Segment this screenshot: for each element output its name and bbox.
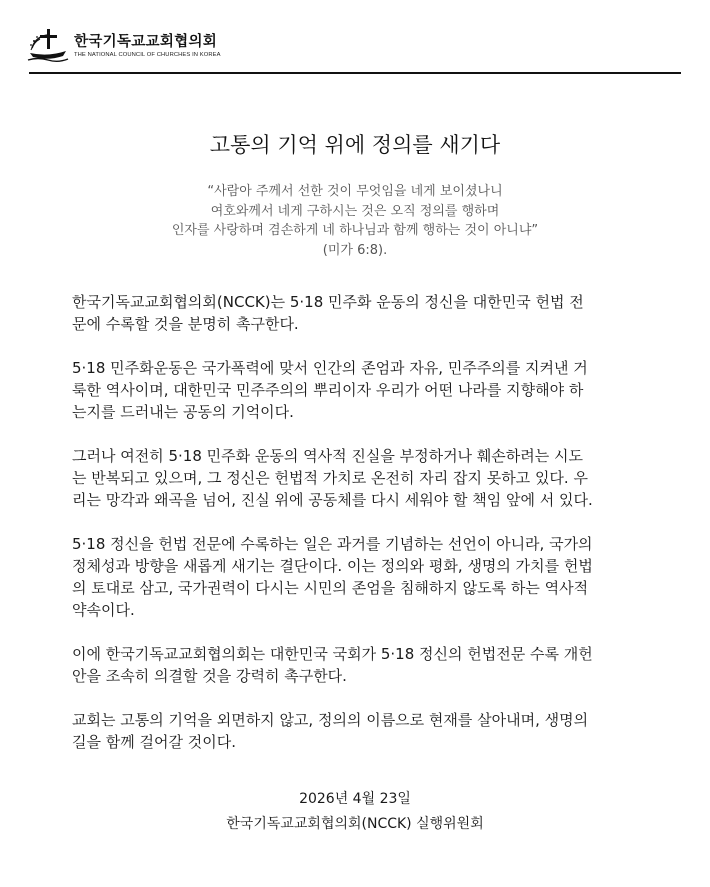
quote-line: “사람아 주께서 선한 것이 무엇임을 네게 보이셨나니 [207,184,503,199]
paragraph-line: 리는 망각과 왜곡을 넘어, 진실 위에 공동체를 다시 세워야 할 책임 앞에 서 있다. [72,491,593,509]
scripture-quote [0,182,710,260]
quote-citation: (미가 6:8). [322,242,388,258]
paragraph-line: 문에 수록할 것을 분명히 촉구한다. [72,315,299,333]
paragraph-line: 5·18 정신을 헌법 전문에 수록하는 일은 과거를 기념하는 선언이 아니라, 국가의 [72,535,593,553]
paragraph-line: 이에 한국기독교교회협의회는 대한민국 국회가 5·18 정신의 헌법전문 수록 개헌 [72,645,593,663]
paragraph [72,357,650,423]
paragraph-line: 그러나 여전히 5·18 민주화 운동의 역사적 진실을 부정하거나 훼손하려는 시도 [72,447,584,465]
paragraph-line: 교회는 고통의 기억을 외면하지 않고, 정의의 이름으로 현재를 살아내며, 생명의 [72,711,589,729]
paragraph [72,291,650,335]
statement-date: 2026년 4월 23일 [299,791,411,807]
paragraph-line: 5·18 민주화운동은 국가폭력에 맞서 인간의 존엄과 자유, 민주주의를 지켜낸 거 [72,359,588,377]
paragraph [72,533,650,621]
org-name: 한국기독교교회협의회 [74,34,218,50]
paragraph-line: 정체성과 방향을 새롭게 새기는 결단이다. 이는 정의와 평화, 생명의 가치를 헌법 [72,557,593,575]
paragraph-line: 룩한 역사이며, 대한민국 민주주의의 뿌리이자 우리가 어떤 나라를 지향해야 하 [72,381,584,399]
org-name-english: THE NATIONAL COUNCIL OF CHURCHES IN KOREA [74,52,221,58]
statement-signatory: 한국기독교교회협의회(NCCK) 실행위원회 [226,816,484,832]
statement-body [72,291,650,775]
header-divider [29,72,681,74]
paragraph-line: 안을 조속히 의결할 것을 강력히 촉구한다. [72,667,347,685]
paragraph [72,445,650,511]
paragraph-line: 약속이다. [72,601,135,619]
quote-line: 여호와께서 네게 구하시는 것은 오직 정의를 행하며 [210,203,500,219]
paragraph-line: 는 반복되고 있으며, 그 정신은 헌법적 가치로 온전히 자리 잡지 못하고 있다. 우 [72,469,588,487]
paragraph-line: 는지를 드러내는 공동의 기억이다. [72,403,294,421]
quote-line: 인자를 사랑하며 겸손하게 네 하나님과 함께 행하는 것이 아니냐” [171,223,539,238]
paragraph [72,709,650,753]
document-title: 고통의 기억 위에 정의를 새기다 [209,133,501,157]
paragraph-line: 한국기독교교회협의회(NCCK)는 5·18 민주화 운동의 정신을 대한민국 헌법 전 [72,293,584,311]
letterhead [26,26,221,66]
paragraph-line: 길을 함께 걸어갈 것이다. [72,733,236,751]
ncck-logo-icon [26,26,70,66]
statement-closing [0,787,710,837]
paragraph [72,643,650,687]
paragraph-line: 의 토대로 삼고, 국가권력이 다시는 시민의 존엄을 침해하지 않도록 하는 역사적 [72,579,589,597]
